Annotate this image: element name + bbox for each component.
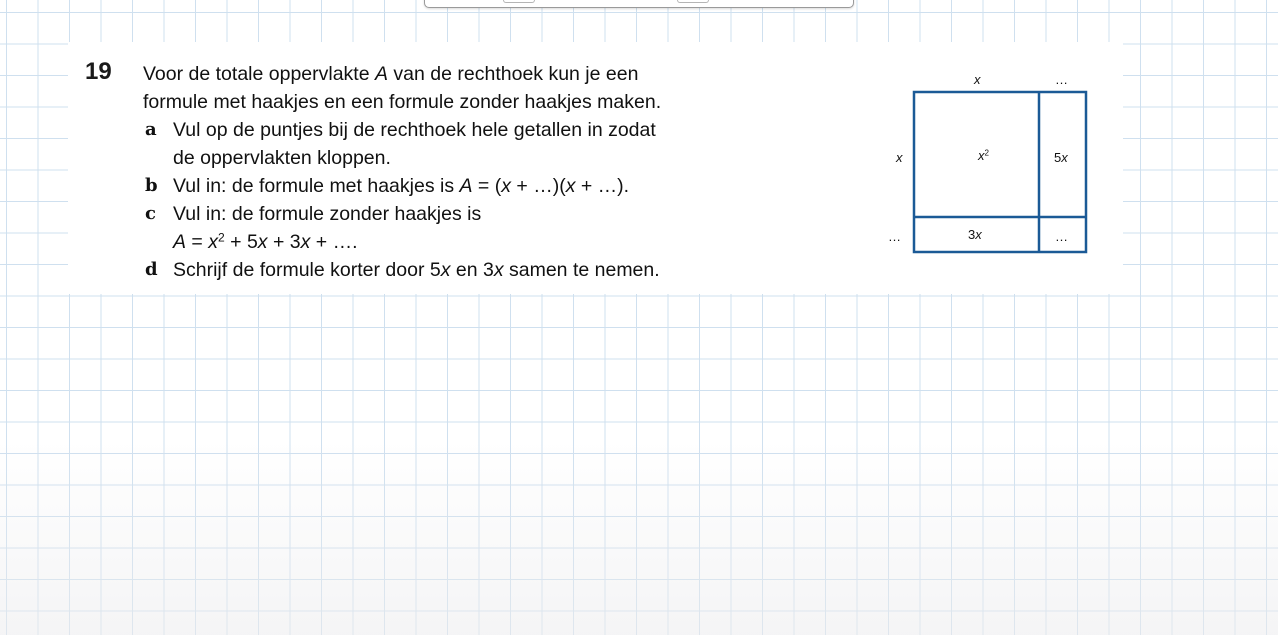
part-a-label: a [145, 119, 157, 140]
cell-5x: 5x [1054, 150, 1068, 165]
toolbar-tab-left[interactable] [503, 0, 535, 3]
part-a-line-2: de oppervlakten kloppen. [173, 147, 391, 169]
part-a-line-1: Vul op de puntjes bij de rechthoek hele getallen in zodat [173, 119, 656, 141]
part-b-text: Vul in: de formule met haakjes is A = (x + …)(x + …). [173, 175, 630, 197]
rectangle-grid [870, 60, 1110, 270]
toolbar-stub [424, 0, 854, 8]
top-width-label-blank: … [1055, 72, 1068, 87]
cell-blank: … [1055, 229, 1068, 244]
intro-line-1: Voor de totale oppervlakte A van de rechthoek kun je een [143, 63, 639, 85]
part-b-label: b [145, 175, 158, 196]
side-height-label-x: x [896, 150, 903, 165]
part-d-text: Schrijf de formule korter door 5x en 3x samen te nemen. [173, 259, 660, 281]
area-rectangle-diagram [870, 60, 1110, 270]
cell-3x: 3x [968, 227, 982, 242]
part-c-line-1: Vul in: de formule zonder haakjes is [173, 203, 482, 225]
part-c-label: c [145, 203, 156, 224]
part-c-formula: $A = x^2 + 5x + 3x$ + …. [173, 230, 358, 253]
cell-x-squared: $x^2$ [978, 148, 989, 163]
rectangle-lines [914, 92, 1086, 252]
outer-rectangle [914, 92, 1086, 252]
top-width-label-x: x [974, 72, 981, 87]
toolbar-tab-right[interactable] [677, 0, 709, 3]
part-d-label: d [145, 259, 158, 280]
side-height-label-blank: … [888, 229, 901, 244]
exercise-number: 19 [85, 58, 112, 85]
intro-line-2: formule met haakjes en een formule zonder haakjes maken. [143, 91, 662, 113]
